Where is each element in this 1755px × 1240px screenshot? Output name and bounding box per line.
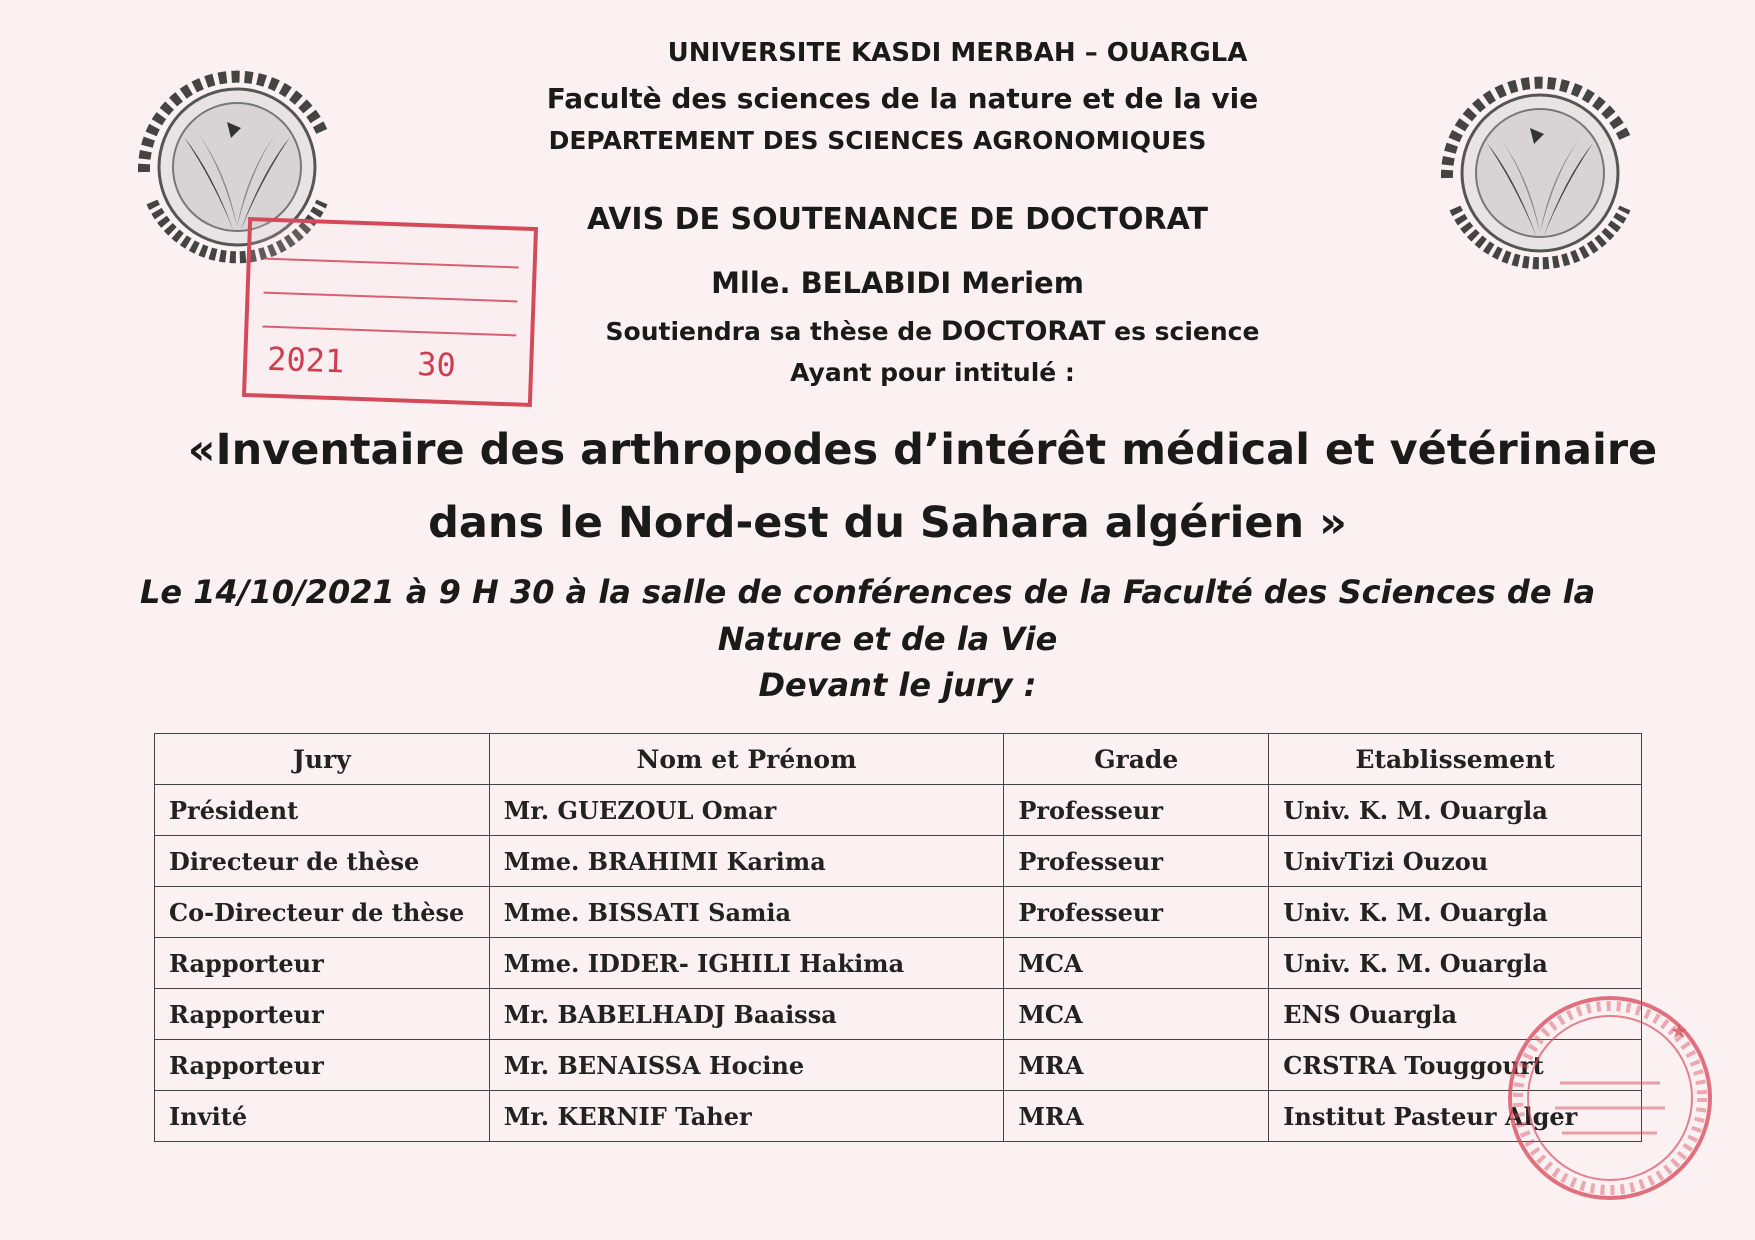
stamp-year: 2021	[266, 339, 345, 381]
thesis-statement-a: Soutiendra sa thèse de	[605, 317, 941, 346]
thesis-statement-b: DOCTORAT	[940, 316, 1106, 347]
jury-grade: Professeur	[1004, 836, 1269, 887]
title-intro: Ayant pour intitulé :	[790, 358, 1075, 387]
jury-institution: Univ. K. M. Ouargla	[1269, 887, 1642, 938]
jury-table	[154, 733, 1642, 1142]
faculty-name: Facultè des sciences de la nature et de la vie	[546, 82, 1259, 115]
jury-member-name: Mme. BISSATI Samia	[489, 887, 1004, 938]
header-grade: Grade	[1004, 734, 1269, 785]
table-header-row	[155, 734, 1642, 785]
jury-role: Rapporteur	[155, 989, 490, 1040]
jury-grade: Professeur	[1004, 785, 1269, 836]
jury-role: Directeur de thèse	[155, 836, 490, 887]
jury-institution: CRSTRA Touggourt	[1269, 1040, 1642, 1091]
jury-grade: MCA	[1004, 938, 1269, 989]
jury-member-name: Mme. BRAHIMI Karima	[489, 836, 1004, 887]
jury-role: Rapporteur	[155, 938, 490, 989]
jury-grade: MRA	[1004, 1091, 1269, 1142]
jury-institution: ENS Ouargla	[1269, 989, 1642, 1040]
jury-grade: Professeur	[1004, 887, 1269, 938]
jury-role: Invité	[155, 1091, 490, 1142]
jury-institution: Institut Pasteur Alger	[1269, 1091, 1642, 1142]
table-row	[155, 785, 1642, 836]
header-jury: Jury	[155, 734, 490, 785]
jury-grade: MRA	[1004, 1040, 1269, 1091]
jury-role: Co-Directeur de thèse	[155, 887, 490, 938]
thesis-title-line-1: «Inventaire des arthropodes d’intérêt médical et vétérinaire	[187, 425, 1658, 475]
jury-member-name: Mr. BABELHADJ Baaissa	[489, 989, 1004, 1040]
jury-member-name: Mr. BENAISSA Hocine	[489, 1040, 1004, 1091]
notice-heading: AVIS DE SOUTENANCE DE DOCTORAT	[587, 202, 1208, 237]
stamp-day: 30	[416, 344, 457, 385]
defense-details-line-2: Nature et de la Vie	[717, 620, 1058, 658]
table-row	[155, 1091, 1642, 1142]
university-name: UNIVERSITE KASDI MERBAH – OUARGLA	[667, 38, 1248, 68]
thesis-title-line-2: dans le Nord-est du Sahara algérien »	[428, 498, 1347, 548]
jury-intro: Devant le jury :	[758, 666, 1037, 704]
jury-institution: Univ. K. M. Ouargla	[1269, 785, 1642, 836]
jury-role: Rapporteur	[155, 1040, 490, 1091]
jury-member-name: Mr. GUEZOUL Omar	[489, 785, 1004, 836]
defense-details-line-1: Le 14/10/2021 à 9 H 30 à la salle de conférences de la Faculté des Sciences de la	[140, 573, 1596, 611]
jury-member-name: Mme. IDDER- IGHILI Hakima	[489, 938, 1004, 989]
jury-grade: MCA	[1004, 989, 1269, 1040]
header-institution: Etablissement	[1269, 734, 1642, 785]
department-name: DEPARTEMENT DES SCIENCES AGRONOMIQUES	[548, 126, 1207, 155]
jury-member-name: Mr. KERNIF Taher	[489, 1091, 1004, 1142]
thesis-statement	[0, 316, 1755, 347]
candidate-name: Mlle. BELABIDI Meriem	[711, 266, 1084, 300]
table-row	[155, 989, 1642, 1040]
thesis-statement-c: es science	[1105, 317, 1260, 346]
svg-text:★: ★	[1670, 1019, 1688, 1043]
table-row	[155, 938, 1642, 989]
table-row	[155, 887, 1642, 938]
header-name: Nom et Prénom	[489, 734, 1004, 785]
faculty-round-stamp	[1500, 988, 1720, 1208]
jury-institution: Univ. K. M. Ouargla	[1269, 938, 1642, 989]
jury-role: Président	[155, 785, 490, 836]
table-row	[155, 1040, 1642, 1091]
jury-institution: UnivTizi Ouzou	[1269, 836, 1642, 887]
table-row	[155, 836, 1642, 887]
